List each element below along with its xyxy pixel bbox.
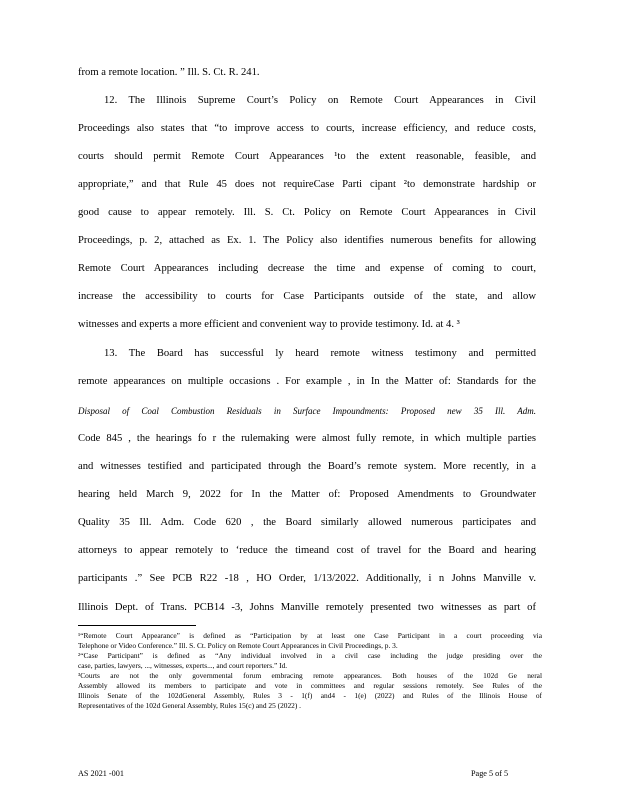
body-line: Proceedings also states that “to improve access to courts, increase efficiency, and reduce costs, — [78, 123, 536, 134]
body-line: Disposal of Coal Combustion Residuals in Surface Impoundments: Proposed new 35 Ill. Adm. — [78, 406, 536, 416]
body-line: good cause to appear remotely. Ill. S. Ct. Policy on Remote Court Appearances in Civil — [78, 207, 536, 218]
body-line: attorneys to appear remotely to ‘reduce the timeand cost of travel for the Board and hearing — [78, 545, 536, 556]
footnote-1-line: Telephone or Video Conference.” Ill. S. Ct. Policy on Remote Court Appearances in Civil Proceedings, p. 3. — [78, 641, 398, 650]
body-line: Quality 35 Ill. Adm. Code 620 , the Board similarly allowed numerous participates and — [78, 517, 536, 528]
footnote-3-line: Representatives of the 102d General Assembly, Rules 15(c) and 25 (2022) . — [78, 701, 302, 710]
body-line: remote appearances on multiple occasions . For example , in In the Matter of: Standards for the — [78, 376, 536, 387]
body-line: hearing held March 9, 2022 for In the Matter of: Proposed Amendments to Groundwater — [78, 489, 536, 500]
footnote-divider — [78, 625, 196, 626]
paragraph-12-start: 12. The Illinois Supreme Court’s Policy on Remote Court Appearances in Civil — [104, 95, 536, 106]
footnote-2-line: case, parties, lawyers, ..., witnesses, experts..., and court reporters.” Id. — [78, 661, 288, 670]
body-line: and witnesses testified and participated through the Board’s remote system. More recently, in a — [78, 461, 536, 472]
document-id: AS 2021 -001 — [78, 769, 124, 778]
page-number: Page 5 of 5 — [471, 769, 509, 778]
body-line: Proceedings, p. 2, attached as Ex. 1. The Policy also identifies numerous benefits for allowing — [78, 235, 536, 246]
footnote-3-line: Illinois Senate of the 102dGeneral Assembly, Rules 3 - 1(f) and4 - 1(e) (2022) and Rules of the Illinois House of — [78, 691, 542, 700]
body-line: Illinois Dept. of Trans. PCB14 -3, Johns Manville remotely presented two witnesses as part of — [78, 602, 536, 613]
footnote-3-line: Assembly allowed its members to participate and vote in committees and regular sessions remotely. See Rules of the — [78, 681, 542, 690]
footnote-2-line: ²“Case Participant” is defined as “Any individual involved in a civil case including the judge presiding over the — [78, 651, 542, 660]
body-line: courts should permit Remote Court Appearances ¹to the extent reasonable, feasible, and — [78, 151, 536, 162]
paragraph-13-start: 13. The Board has successful ly heard remote witness testimony and permitted — [104, 348, 536, 359]
body-line: increase the accessibility to courts for Case Participants outside of the state, and allow — [78, 291, 536, 302]
body-line: Code 845 , the hearings fo r the rulemaking were almost fully remote, in which multiple parties — [78, 433, 536, 444]
body-line: appropriate,” and that Rule 45 does not requireCase Parti cipant ²to demonstrate hardship or — [78, 179, 536, 190]
body-line: witnesses and experts a more efficient and convenient way to provide testimony. Id. at 4. ³ — [78, 319, 460, 330]
body-line: from a remote location. ” Ill. S. Ct. R. 241. — [78, 67, 260, 78]
footnote-1-line: ¹“Remote Court Appearance” is defined as “Participation by at least one Case Participant in a court proceeding via — [78, 631, 542, 640]
body-line: participants .” See PCB R22 -18 , HO Order, 1/13/2022. Additionally, i n Johns Manville v. — [78, 573, 536, 584]
body-line: Remote Court Appearances including decrease the time and expense of coming to court, — [78, 263, 536, 274]
footnote-3-line: ³Courts are not the only governmental forum embracing remote appearances. Both houses of the 102d Ge neral — [78, 671, 542, 680]
